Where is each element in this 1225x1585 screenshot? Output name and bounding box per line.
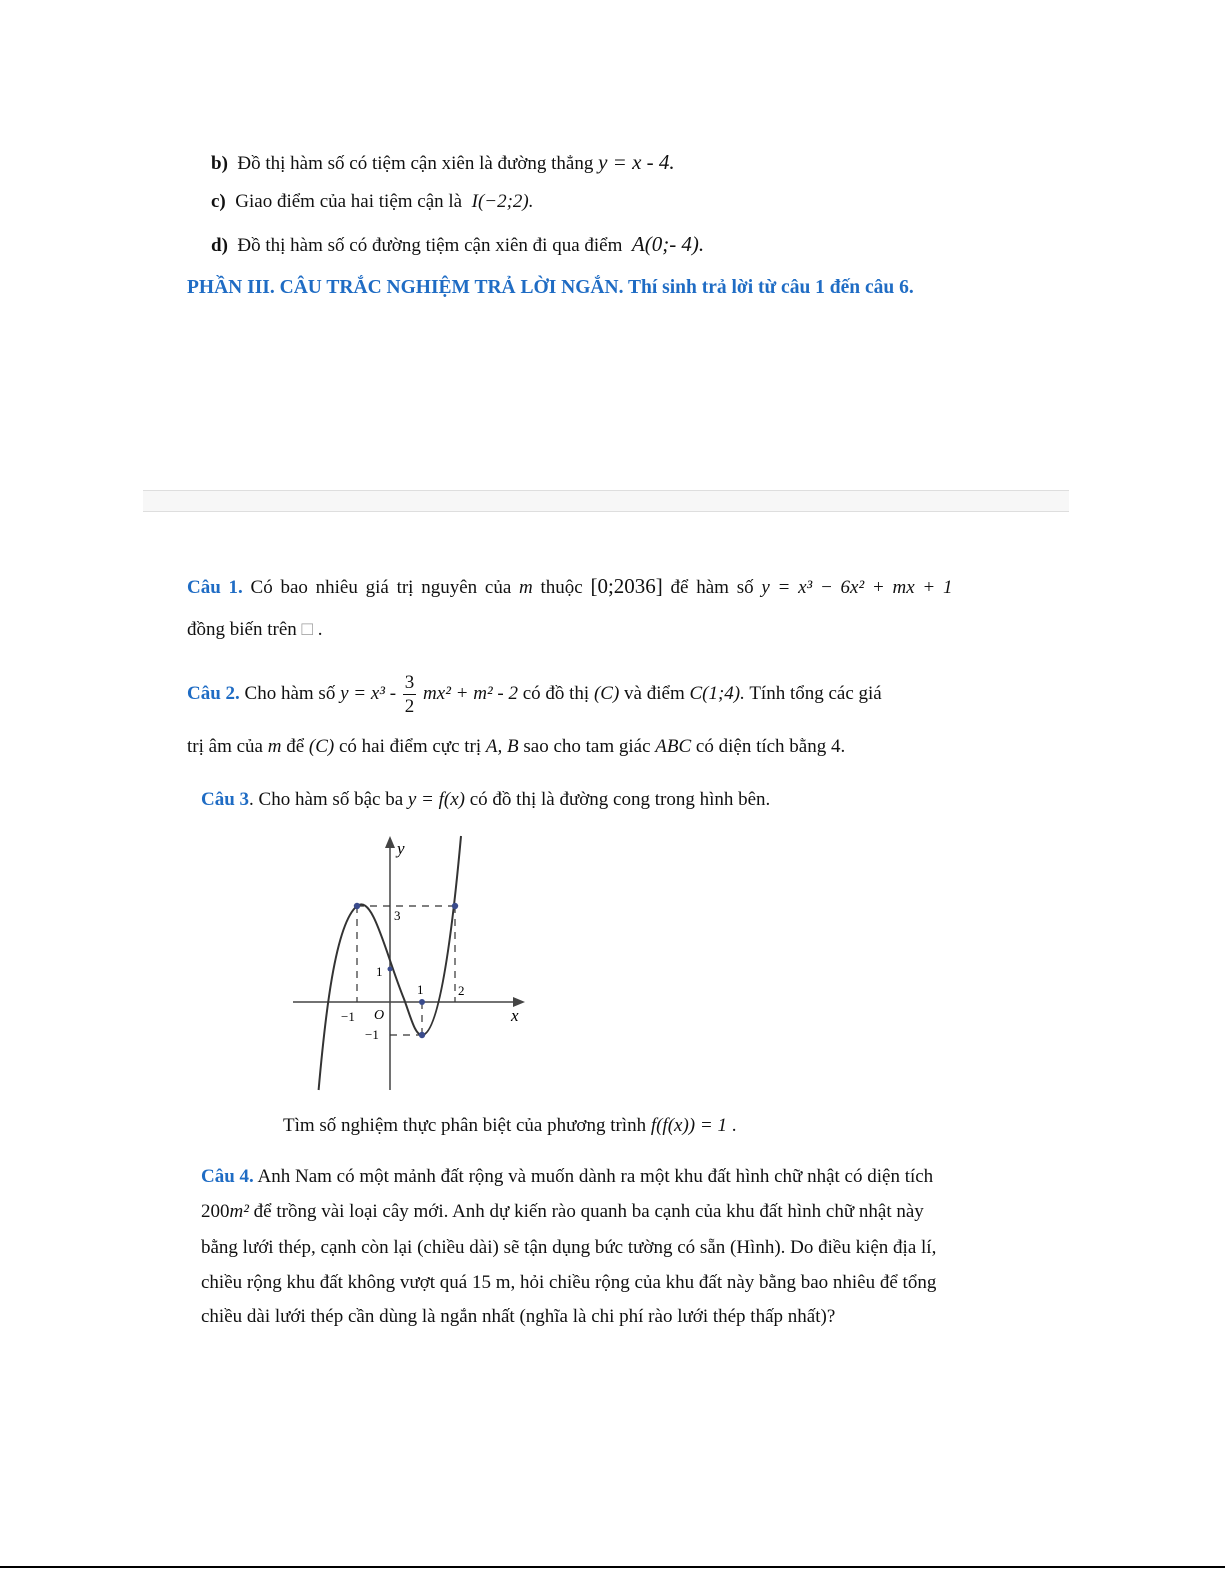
fraction-denominator: 2 xyxy=(404,696,415,718)
question-2-text-c: và điểm xyxy=(624,683,685,704)
section-title: PHẦN III. CÂU TRẮC NGHIỆM TRẢ LỜI NGẮN. xyxy=(187,277,624,298)
x-axis-label: x xyxy=(511,1006,519,1025)
item-b-text: Đồ thị hàm số có tiệm cận xiên là đường thẳng xyxy=(237,153,594,174)
item-d-math: A(0;- 4). xyxy=(631,232,705,256)
question-2-text: Cho hàm số xyxy=(244,683,336,704)
fraction-numerator: 3 xyxy=(404,672,415,694)
item-c-text: Giao điểm của hai tiệm cận là xyxy=(235,191,463,212)
question-3-ask xyxy=(283,1115,736,1137)
origin-label: O xyxy=(374,1008,385,1023)
function-graph xyxy=(285,828,535,1094)
item-c-label: c) xyxy=(211,191,226,212)
question-4-line1: Anh Nam có một mảnh đất rộng và muốn dành ra một khu đất hình chữ nhật có diện tích xyxy=(257,1166,934,1187)
question-3-text-b: có đồ thị là đường cong trong hình bên. xyxy=(469,789,771,810)
question-2-fraction xyxy=(403,673,417,716)
question-2-line2-e: có diện tích bằng 4. xyxy=(695,736,846,757)
y-axis-arrow-icon xyxy=(385,836,395,848)
question-2-triangle: ABC xyxy=(655,736,692,757)
item-d xyxy=(211,232,704,257)
tick-label-1-x: 1 xyxy=(417,982,424,997)
item-b-math: y = x - 4. xyxy=(598,150,675,174)
question-2-line2-c: có hai điểm cực trị xyxy=(338,736,482,757)
point-min xyxy=(419,1032,425,1038)
question-4-line-2 xyxy=(201,1201,924,1223)
question-2-curve: (C) xyxy=(593,683,620,704)
question-4-line2: để trồng vài loại cây mới. Anh dự kiến rào quanh ba cạnh của khu đất hình chữ nhật này xyxy=(253,1201,924,1222)
question-3-equation: f(f(x)) = 1 xyxy=(650,1115,727,1136)
question-3-text-a: . Cho hàm số bậc ba xyxy=(249,789,404,810)
question-2-text-d: Tính tổng các giá xyxy=(749,683,882,704)
item-b xyxy=(211,150,675,175)
tick-label-3: 3 xyxy=(394,908,401,923)
question-1-text-c: để hàm số xyxy=(670,577,754,598)
tick-label-neg1-y: −1 xyxy=(365,1027,379,1042)
question-3-label: Câu 3 xyxy=(201,789,250,810)
question-2-line-2 xyxy=(187,736,845,758)
question-4-line-1 xyxy=(201,1166,933,1188)
point-0-1 xyxy=(388,967,393,972)
page-separator xyxy=(143,491,1069,511)
section-instruction: Thí sinh trả lời từ câu 1 đến câu 6. xyxy=(627,277,914,298)
y-axis-label: y xyxy=(397,839,405,858)
question-1-text: Có bao nhiêu giá trị nguyên của xyxy=(250,577,512,598)
tick-label-1-y: 1 xyxy=(376,964,383,979)
question-3-ask-text: Tìm số nghiệm thực phân biệt của phương trình xyxy=(283,1115,647,1136)
item-d-text: Đồ thị hàm số có đường tiệm cận xiên đi qua điểm xyxy=(237,235,623,256)
question-2-text-b: có đồ thị xyxy=(522,683,590,704)
question-2-line2-a: trị âm của xyxy=(187,736,263,757)
question-2-func-right: mx² + m² - 2 xyxy=(423,683,518,704)
question-4-line-5 xyxy=(201,1306,835,1328)
point-max xyxy=(354,903,360,909)
question-1-var-m: m xyxy=(519,577,533,598)
question-2-point: C(1;4). xyxy=(689,683,745,704)
question-4-label: Câu 4. xyxy=(201,1166,254,1187)
missing-glyph-box: □ xyxy=(301,619,313,640)
item-d-label: d) xyxy=(211,235,228,256)
tick-label-neg1-x: −1 xyxy=(341,1009,355,1024)
question-3-line xyxy=(201,789,770,811)
dashed-guides xyxy=(357,906,455,1035)
question-2-line2-d: sao cho tam giác xyxy=(523,736,651,757)
section-heading xyxy=(187,277,914,299)
question-3-function: y = f(x) xyxy=(407,789,465,810)
question-1-line-2 xyxy=(187,619,323,641)
question-2-func-left: y = x³ - xyxy=(340,683,397,704)
question-4-area-value: 200 xyxy=(201,1201,230,1222)
question-1-line2-text: đồng biến trên xyxy=(187,619,297,640)
question-4-line3: bằng lưới thép, cạnh còn lại (chiều dài) sẽ tận dụng bức tường có sẵn (Hình). Do điều kiện địa lí, xyxy=(201,1237,937,1258)
question-2-label: Câu 2. xyxy=(187,683,240,704)
question-2-line2-b: để xyxy=(286,736,305,757)
item-c-math: I(−2;2). xyxy=(471,191,534,212)
question-2-line2-curve: (C) xyxy=(308,736,335,757)
question-1-end: . xyxy=(317,619,323,640)
question-1-interval: [0;2036] xyxy=(590,574,663,598)
question-1-function: y = x³ − 6x² + mx + 1 xyxy=(761,577,953,598)
question-4-line4: chiều rộng khu đất không vượt quá 15 m, hỏi chiều rộng của khu đất này bằng bao nhiêu để tổng xyxy=(201,1272,937,1293)
question-1-line-1 xyxy=(187,574,952,599)
question-2-line-1 xyxy=(187,670,882,718)
item-c xyxy=(211,191,534,213)
point-2-3 xyxy=(452,903,458,909)
question-4-line5: chiều dài lưới thép cần dùng là ngắn nhất (nghĩa là chi phí rào lưới thép thấp nhất)? xyxy=(201,1306,836,1327)
question-3-ask-end: . xyxy=(731,1115,737,1136)
point-1-0 xyxy=(419,999,425,1005)
page-separator-bottom xyxy=(143,511,1069,512)
question-4-line-3 xyxy=(201,1237,936,1259)
question-4-area-unit: m² xyxy=(229,1201,249,1222)
page-bottom-rule xyxy=(0,1566,1225,1568)
question-4-line-4 xyxy=(201,1272,936,1294)
question-1-label: Câu 1. xyxy=(187,577,243,598)
question-2-var-m: m xyxy=(267,736,282,757)
question-2-points: A, B xyxy=(485,736,519,757)
question-1-text-b: thuộc xyxy=(540,577,583,598)
item-b-label: b) xyxy=(211,153,228,174)
tick-label-2: 2 xyxy=(458,983,465,998)
